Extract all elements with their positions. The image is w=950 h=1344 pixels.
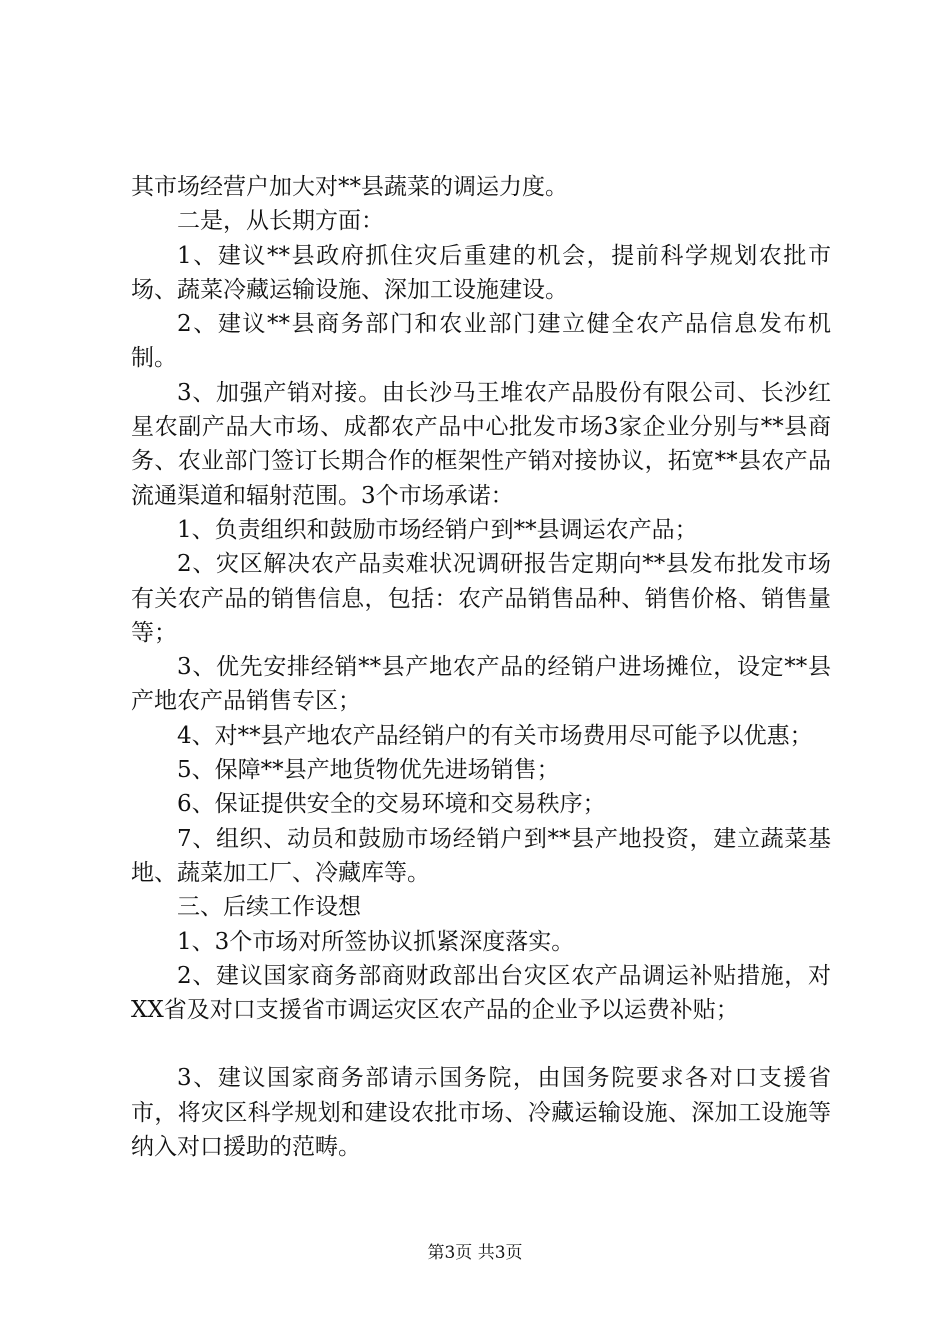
paragraph: 5、保障**县产地货物优先进场销售； <box>177 757 560 784</box>
paragraph: 1、建议**县政府抓住灾后重建的机会，提前科学规划农批市场、蔬菜冷藏运输设施、深加工设施建设。 <box>131 242 831 303</box>
paragraph: 6、保证提供安全的交易环境和交易秩序； <box>177 791 606 818</box>
paragraph: 3、优先安排经销**县产地农产品的经销户进场摊位，设定**县产地农产品销售专区； <box>131 654 831 715</box>
section-heading: 三、后续工作设想 <box>177 894 361 921</box>
paragraph: 3、加强产销对接。由长沙马王堆农产品股份有限公司、长沙红星农副产品大市场、成都农产品中心批发市场3家企业分别与**县商务、农业部门签订长期合作的框架性产销对接协议，拓宽**县农产品流通渠道和辐射范围。3个市场承诺： <box>131 379 831 509</box>
document-body <box>131 170 831 1164</box>
paragraph-gap <box>131 1027 831 1061</box>
paragraph: 二是，从长期方面： <box>177 208 384 235</box>
paragraph: 2、建议**县商务部门和农业部门建立健全农产品信息发布机制。 <box>131 311 831 372</box>
paragraph: 4、对**县产地农产品经销户的有关市场费用尽可能予以优惠； <box>177 722 813 749</box>
paragraph: 3、建议国家商务部请示国务院，由国务院要求各对口支援省市，将灾区科学规划和建设农批市场、冷藏运输设施、深加工设施等纳入对口援助的范畴。 <box>131 1065 831 1161</box>
page-footer: 第3页 共3页 <box>427 1243 523 1263</box>
paragraph: 其市场经营户加大对**县蔬菜的调运力度。 <box>131 174 568 200</box>
paragraph: 7、组织、动员和鼓励市场经销户到**县产地投资，建立蔬菜基地、蔬菜加工厂、冷藏库等。 <box>131 825 831 886</box>
paragraph: 2、建议国家商务部商财政部出台灾区农产品调运补贴措施，对XX省及对口支援省市调运灾区农产品的企业予以运费补贴； <box>131 962 831 1024</box>
paragraph: 1、负责组织和鼓励市场经销户到**县调运农产品； <box>177 516 698 543</box>
paragraph: 2、灾区解决农产品卖难状况调研报告定期向**县发布批发市场有关农产品的销售信息，包括：农产品销售品种、销售价格、销售量等； <box>131 551 831 646</box>
paragraph: 1、3个市场对所签协议抓紧深度落实。 <box>177 928 575 955</box>
